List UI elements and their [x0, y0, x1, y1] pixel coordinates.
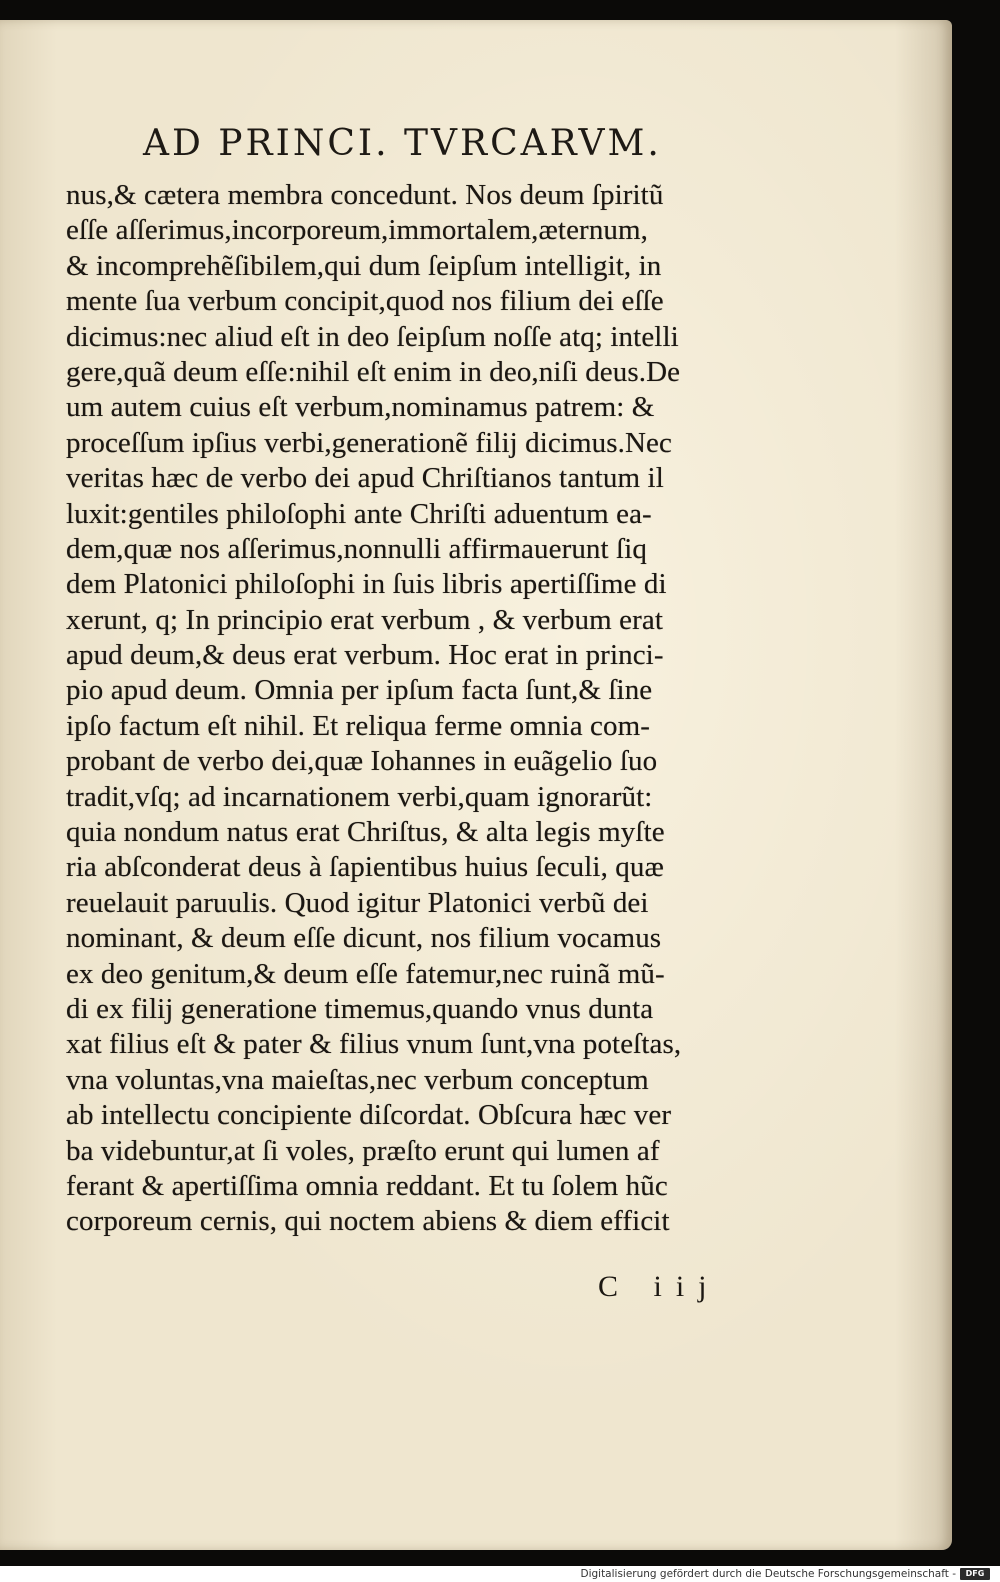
- body-text: [66, 178, 786, 1240]
- text-line: mente ſua verbum concipit,quod nos filium dei eſſe: [66, 285, 664, 318]
- text-line: di ex filij generatione timemus,quando vnus dunta: [66, 992, 654, 1025]
- text-line: proceſſum ipſius verbi,generationẽ filij dicimus.Nec: [66, 426, 672, 459]
- text-line: & incomprehẽſibilem,qui dum ſeipſum intelligit, in: [66, 249, 662, 282]
- text-line: ba videbuntur,at ſi voles, præſto erunt qui lumen af: [66, 1134, 660, 1167]
- text-line: xat filius eſt & pater & filius vnum ſunt,vna poteſtas,: [66, 1028, 682, 1061]
- text-line: gere,quã deum eſſe:nihil eſt enim in deo,niſi deus.De: [66, 355, 681, 388]
- text-line: ipſo factum eſt nihil. Et reliqua ferme omnia com-: [66, 709, 651, 742]
- text-line: vna voluntas,vna maieſtas,nec verbum conceptum: [66, 1063, 649, 1096]
- text-line: nus,& cætera membra concedunt. Nos deum ſpiritũ: [66, 179, 664, 211]
- text-line: ferant & apertiſſima omnia reddant. Et tu ſolem hũc: [66, 1169, 668, 1202]
- signature-mark: C iij: [598, 1270, 721, 1303]
- text-line: quia nondum natus erat Chriſtus, & alta legis myſte: [66, 816, 665, 849]
- running-head: AD PRINCI. TVRCARVM.: [143, 123, 662, 164]
- text-line: tradit,vſq; ad incarnationem verbi,quam ignorarũt:: [66, 780, 653, 813]
- text-line: veritas hæc de verbo dei apud Chriſtianos tantum il: [66, 462, 664, 495]
- footer-credit: Digitalisierung gefördert durch die Deutsche Forschungsgemeinschaft -: [580, 1568, 956, 1580]
- text-line: um autem cuius eſt verbum,nominamus patrem: &: [66, 391, 655, 424]
- text-line: dicimus:nec aliud eſt in deo ſeipſum noſſe atq; intelli: [66, 320, 679, 353]
- book-page: [0, 20, 952, 1550]
- text-line: eſſe aſſerimus,incorporeum,immortalem,æternum,: [66, 214, 649, 247]
- dfg-logo-icon: DFG: [960, 1568, 990, 1580]
- text-line: ex deo genitum,& deum eſſe fatemur,nec ruinã mũ-: [66, 957, 665, 990]
- text-line: probant de verbo dei,quæ Iohannes in euãgelio ſuo: [66, 745, 658, 778]
- text-line: corporeum cernis, qui noctem abiens & diem efficit: [66, 1205, 670, 1238]
- text-line: xerunt, q; In principio erat verbum , & verbum erat: [66, 603, 663, 636]
- text-line: pio apud deum. Omnia per ipſum facta ſunt,& ſine: [66, 674, 653, 707]
- text-line: dem,quæ nos aſſerimus,nonnulli affirmauerunt ſiq: [66, 532, 647, 565]
- text-line: nominant, & deum eſſe dicunt, nos filium vocamus: [66, 922, 662, 955]
- text-line: apud deum,& deus erat verbum. Hoc erat in princi-: [66, 639, 664, 672]
- text-line: luxit:gentiles philoſophi ante Chriſti aduentum ea-: [66, 497, 652, 530]
- text-line: dem Platonici philoſophi in ſuis libris apertiſſime di: [66, 568, 667, 601]
- text-line: ab intellectu concipiente diſcordat. Obſcura hæc ver: [66, 1099, 672, 1132]
- text-line: reuelauit paruulis. Quod igitur Platonici verbũ dei: [66, 886, 649, 919]
- text-line: ria abſconderat deus à ſapientibus huius ſeculi, quæ: [66, 851, 664, 884]
